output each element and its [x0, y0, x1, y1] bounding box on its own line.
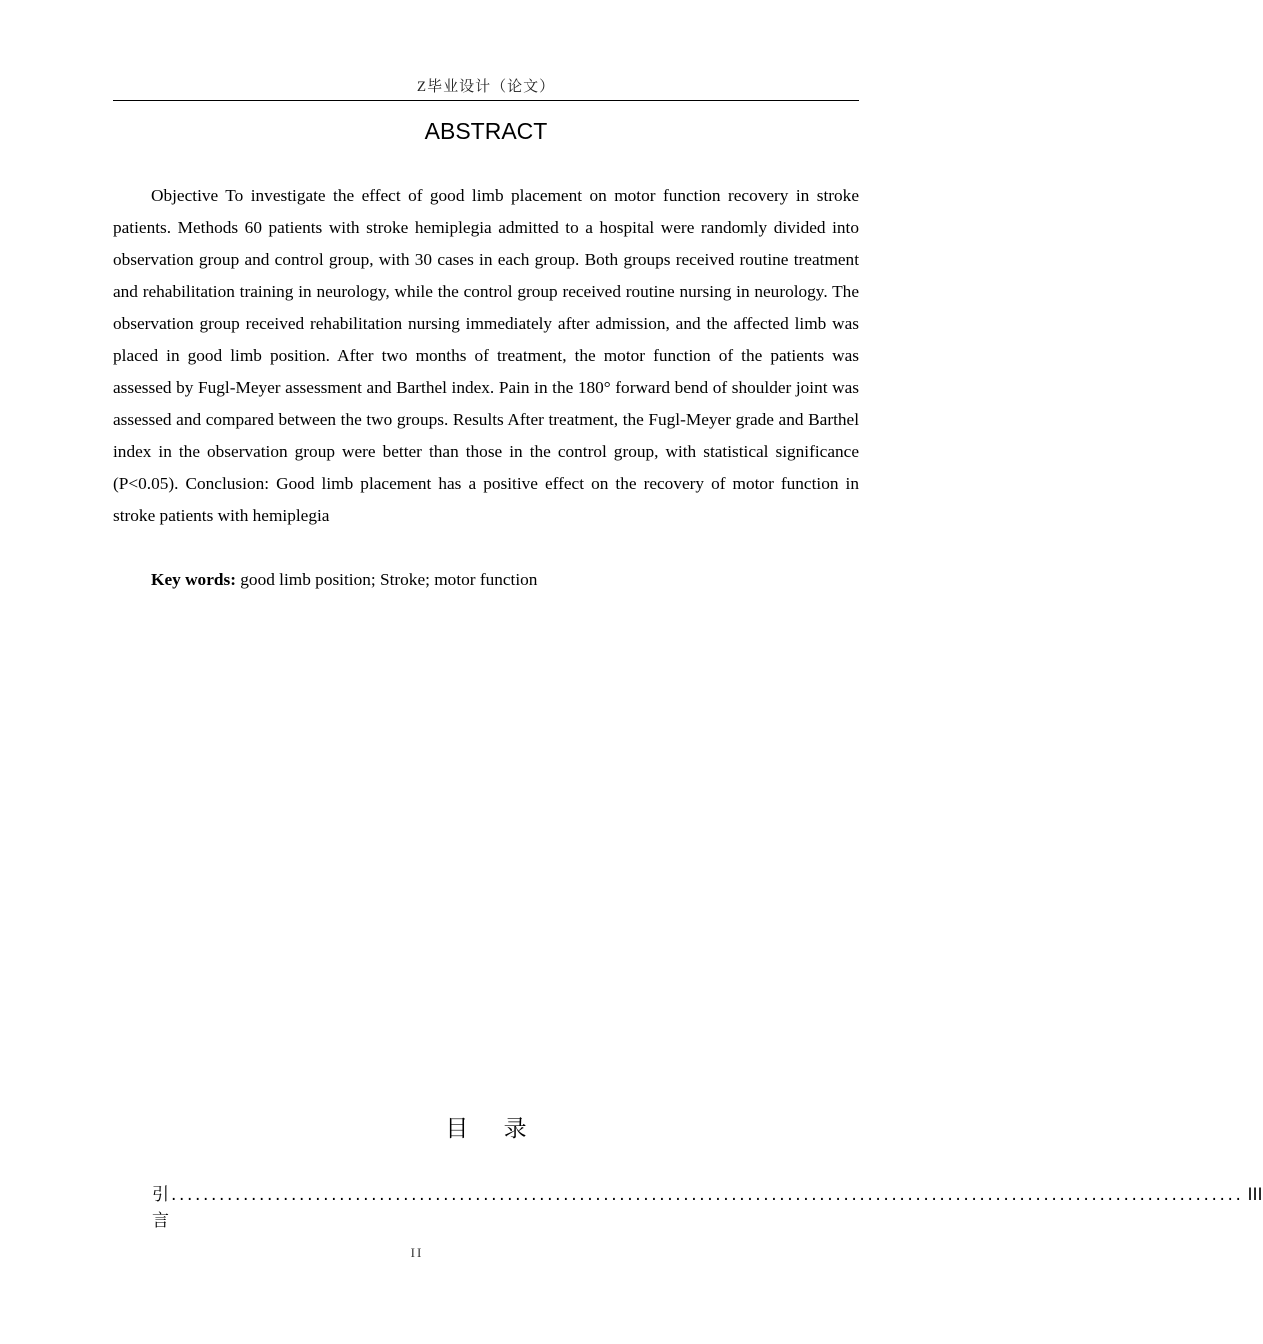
abstract-title: ABSTRACT	[424, 118, 548, 144]
abstract-body: Objective To investigate the effect of good limb placement on motor function recovery in stroke patients. Methods 60 patients with stroke hemiplegia admitted to a hospital were randomly divided into observation group and control group, with 30 cases in each group. Both groups received routine treatment and rehabilitation training in neurology, while the control group received routine nursing in neurology. The observation group received rehabilitation nursing immediately after admission, and the affected limb was placed in good limb position. After two months of treatment, the motor function of the patients was assessed by Fugl-Meyer assessment and Barthel index. Pain in the 180° forward bend of shoulder joint was assessed and compared between the two groups. Results After treatment, the Fugl-Meyer grade and Barthel index in the observation group were better than those in the control group, with statistical significance (P<0.05). Conclusion: Good limb placement has a positive effect on the recovery of motor function in stroke patients with hemiplegia	[113, 186, 859, 525]
keywords-label: Key words:	[151, 570, 236, 589]
page-number: II	[410, 1245, 424, 1260]
toc-entry-page: III	[1247, 1185, 1263, 1205]
header-rule	[113, 100, 859, 101]
keywords-text: good limb position; Stroke; motor function	[235, 570, 538, 589]
toc-entry-label: 引言	[152, 1185, 169, 1231]
toc-title: 目 录	[445, 1116, 541, 1142]
toc-entry-introduction[interactable]	[152, 1182, 1263, 1231]
toc-leader-dots: ......................................................................................................................................	[171, 1185, 1244, 1205]
keywords-line	[113, 564, 859, 596]
page-header: Z毕业设计（论文）	[416, 79, 556, 95]
